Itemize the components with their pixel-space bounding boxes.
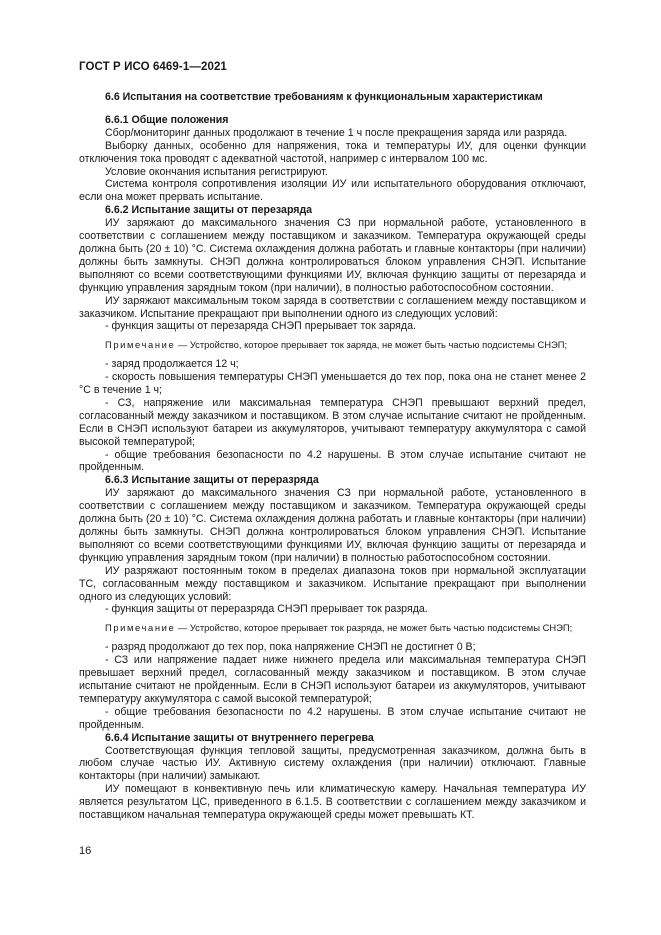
paragraph: ИУ заряжают до максимального значения СЗ при нормальной работе, установленного в соответствии с соглашением между поставщиком и заказчиком. Температура окружающей среды должна быть (20 ± 10) °С. Система охлаждения должна работать и главные контакторы (при наличии) должны быть замкнуты. СНЭП должна контролироваться блоком управления СНЭП. Испытание выполняют со всеми соответствующими функциями ИУ, включая функцию защиты от перезаряда и функцию управления зарядным током (при наличии) в полностью работоспособном состоянии. [79, 487, 586, 564]
note [79, 339, 586, 352]
paragraph: Условие окончания испытания регистрируют. [105, 165, 328, 178]
paragraph: Выборку данных, особенно для напряжения, тока и температуры ИУ, для оценки функции отключения тока проводят с адекватной частотой, например с интервалом 100 мс. [79, 139, 586, 165]
paragraph: ИУ заряжают до максимального значения СЗ при нормальной работе, установленного в соответствии с соглашением между поставщиком и заказчиком. Температура окружающей среды должна быть (20 ± 10) °С. Система охлаждения должна работать и главные контакторы (при наличии) должны быть замкнуты. СНЭП должна контролироваться блоком управления СНЭП. Испытание выполняют со всеми соответствующими функциями ИУ, включая функцию защиты от перезаряда и функцию управления зарядным током (при наличии), в полностью работоспособном состоянии. [79, 217, 586, 294]
paragraph: Сбор/мониторинг данных продолжают в течение 1 ч после прекращения заряда или разряда. [105, 126, 568, 139]
paragraph: Соответствующая функция тепловой защиты, предусмотренная заказчиком, должна быть в любом случае частью ИУ. Активную систему охлаждения (при наличии) отключают. Главные контакторы (при наличии) замыкают. [79, 744, 586, 783]
note-text: — Устройство, которое прерывает ток разряда, не может быть частью подсистемы СНЭП; [175, 622, 573, 634]
paragraph: Система контроля сопротивления изоляции ИУ или испытательного оборудования отключают, если она может прервать испытание. [79, 178, 586, 204]
section-6-6-4-title: 6.6.4 Испытание защиты от внутреннего перегрева [105, 731, 374, 744]
list-item: - общие требования безопасности по 4.2 нарушены. В этом случае испытание считают не пройденным. [79, 705, 586, 731]
note-label: Примечание [105, 339, 176, 351]
list-item: - функция защиты от переразряда СНЭП прерывает ток разряда. [105, 603, 428, 616]
section-6-6-2-title: 6.6.2 Испытание защиты от перезаряда [105, 204, 313, 217]
page-number: 16 [79, 845, 92, 857]
list-item: - заряд продолжается 12 ч; [105, 358, 239, 371]
section-6-6-3-title: 6.6.3 Испытание защиты от переразряда [105, 474, 319, 487]
list-item: - общие требования безопасности по 4.2 нарушены. В этом случае испытание считают не пройденным. [79, 448, 586, 474]
document-body [79, 91, 586, 822]
note [79, 622, 586, 635]
list-item: - скорость повышения температуры СНЭП уменьшается до тех пор, пока она не станет менее 2 °С в течение 1 ч; [79, 371, 586, 397]
list-item: - функция защиты от перезаряда СНЭП прерывает ток заряда. [105, 320, 416, 333]
list-item: - разряд продолжают до тех пор, пока напряжение СНЭП не достигнет 0 В; [105, 641, 476, 654]
paragraph: ИУ помещают в конвективную печь или климатическую камеру. Начальная температура ИУ является результатом ЦС, приведенного в 6.1.5. В соответствии с соглашением между заказчиком и поставщиком начальная температура окружающей среды может превышать КТ. [79, 783, 586, 822]
paragraph: ИУ разряжают постоянным током в пределах диапазона токов при нормальной эксплуатации ТС, согласованным между поставщиком и заказчиком. Испытание прекращают при выполнении одного из следующих условий: [79, 564, 586, 603]
note-label: Примечание [105, 622, 176, 634]
section-6-6-1-title: 6.6.1 Общие положения [105, 113, 229, 126]
section-6-6-title: 6.6 Испытания на соответствие требованиям к функциональным характеристикам [105, 91, 543, 103]
list-item: - СЗ или напряжение падает ниже нижнего предела или максимальная температура СНЭП превышает верхний предел, согласованный между заказчиком и поставщиком. В этом случае испытание считают не пройденным. Если в СНЭП используют батареи из аккумуляторов, учитывают температуру аккумулятора с самой высокой температурой; [79, 654, 586, 705]
standard-header: ГОСТ Р ИСО 6469-1—2021 [79, 61, 227, 73]
note-text: — Устройство, которое прерывает ток заряда, не может быть частью подсистемы СНЭП; [175, 339, 568, 351]
list-item: - СЗ, напряжение или максимальная температура СНЭП превышают верхний предел, согласованный между заказчиком и поставщиком. В этом случае испытание считают не пройденным. Если в СНЭП используют батареи из аккумуляторов, учитывают температуру аккумулятора с самой высокой температурой; [79, 396, 586, 448]
paragraph: ИУ заряжают максимальным током заряда в соответствии с соглашением между поставщиком и заказчиком. Испытание прекращают при выполнении одного из следующих условий: [79, 294, 586, 320]
